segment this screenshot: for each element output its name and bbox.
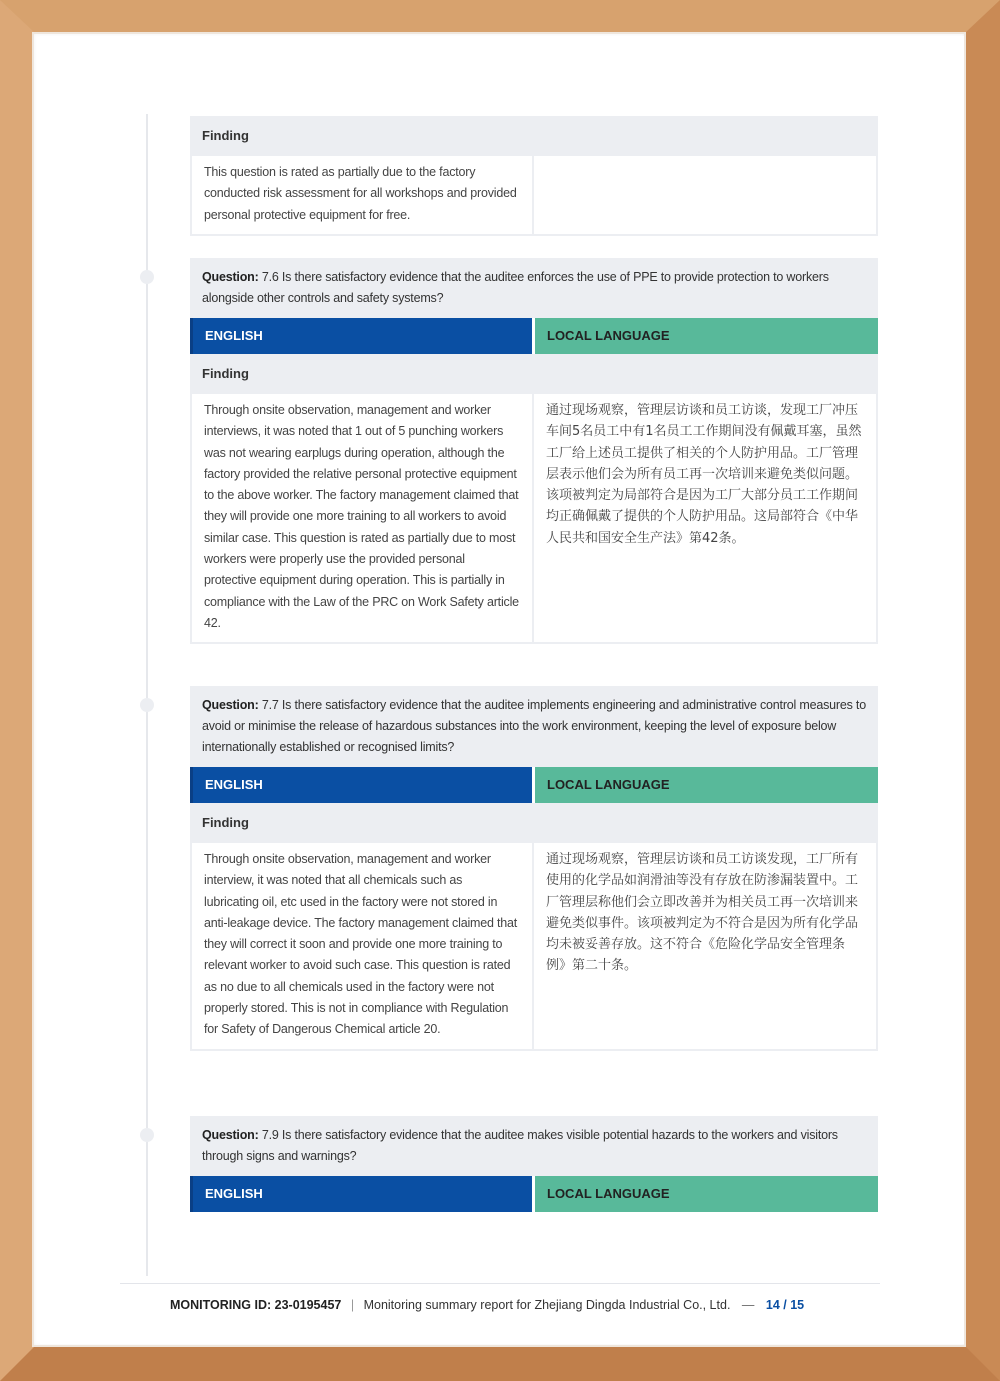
timeline-line xyxy=(146,114,148,1276)
report-title: Monitoring summary report for Zhejiang Dingda Industrial Co., Ltd. xyxy=(363,1298,731,1312)
document-page xyxy=(40,36,964,1344)
footer-line xyxy=(170,1298,890,1312)
question-block-7-9 xyxy=(190,1116,878,1212)
question-label: Question: xyxy=(202,1128,259,1142)
page-number: 14 / 15 xyxy=(765,1298,805,1312)
language-header-row xyxy=(190,1176,878,1212)
question-header xyxy=(190,686,878,767)
finding-label: Finding xyxy=(190,803,878,843)
timeline-dot xyxy=(140,698,154,712)
footer-dash: — xyxy=(741,1298,755,1312)
page-footer xyxy=(120,1283,880,1312)
finding-english-text: Through onsite observation, management and worker interviews, it was noted that 1 out of 5 punching workers was not wearing earplugs during operation, although the factory provided the relative personal protective equipment to the above worker. The factory management claimed that they will provide one more training to all workers to avoid similar case. This question is rated as partially due to most workers were properly use the provided personal protective equipment during operation. This is partially in compliance with the Law of the PRC on Work Safety article 42. xyxy=(192,394,534,642)
question-text: 7.6 Is there satisfactory evidence that the auditee enforces the use of PPE to provide protection to workers alongside other controls and safety systems? xyxy=(202,270,829,305)
english-column-header: ENGLISH xyxy=(190,318,532,354)
question-block-7-7 xyxy=(190,686,878,1051)
finding-label: Finding xyxy=(190,354,878,394)
finding-local-text: 通过现场观察，管理层访谈和员工访谈，发现工厂冲压车间5名员工中有1名员工工作期间没有佩戴耳塞，虽然工厂给上述员工提供了相关的个人防护用品。工厂管理层表示他们会为所有员工再一次培训来避免类似问题。该项被判定为局部符合是因为工厂大部分员工工作期间均正确佩戴了提供的个人防护用品。这局部符合《中华人民共和国安全生产法》第42条。 xyxy=(546,403,862,546)
question-label: Question: xyxy=(202,698,259,712)
english-column-header: ENGLISH xyxy=(190,1176,532,1212)
timeline-dot xyxy=(140,270,154,284)
local-language-column-header: LOCAL LANGUAGE xyxy=(532,767,878,803)
local-language-column-header: LOCAL LANGUAGE xyxy=(532,318,878,354)
language-header-row xyxy=(190,318,878,354)
finding-columns xyxy=(190,394,878,644)
finding-english-text: This question is rated as partially due to the factory conducted risk assessment for all workshops and provided personal protective equipment for free. xyxy=(192,156,534,234)
local-language-column-header: LOCAL LANGUAGE xyxy=(532,1176,878,1212)
finding-columns xyxy=(190,843,878,1051)
finding-local-text xyxy=(534,156,876,234)
question-header xyxy=(190,1116,878,1176)
monitoring-id: MONITORING ID: 23-0195457 xyxy=(170,1298,342,1312)
question-text: 7.9 Is there satisfactory evidence that the auditee makes visible potential hazards to the workers and visitors through signs and warnings? xyxy=(202,1128,838,1163)
finding-block-7-5 xyxy=(190,116,878,236)
finding-local-text: 通过现场观察，管理层访谈和员工访谈发现，工厂所有使用的化学品如润滑油等没有存放在防渗漏装置中。工厂管理层称他们会立即改善并为相关员工再一次培训来避免类似事件。该项被判定为不符合是因为所有化学品均未被妥善存放。这不符合《危险化学品安全管理条例》第二十条。 xyxy=(546,852,859,974)
timeline-dot xyxy=(140,1128,154,1142)
finding-english-text: Through onsite observation, management and worker interview, it was noted that all chemicals such as lubricating oil, etc used in the factory were not stored in anti-leakage device. The factory management claimed that they will correct it soon and provide one more training to relevant worker to avoid such case. This question is rated as no due to all chemicals used in the factory were not properly stored. This is not in compliance with Regulation for Safety of Dangerous Chemical article 20. xyxy=(192,843,534,1049)
question-block-7-6 xyxy=(190,258,878,644)
finding-columns xyxy=(190,156,878,236)
finding-label: Finding xyxy=(190,116,878,156)
footer-separator: | xyxy=(350,1298,355,1312)
question-header xyxy=(190,258,878,318)
question-label: Question: xyxy=(202,270,259,284)
english-column-header: ENGLISH xyxy=(190,767,532,803)
language-header-row xyxy=(190,767,878,803)
question-text: 7.7 Is there satisfactory evidence that the auditee implements engineering and administrative control measures to avoid or minimise the release of hazardous substances into the work environment, keeping the level of exposure below internationally established or recognised limits? xyxy=(202,698,866,754)
